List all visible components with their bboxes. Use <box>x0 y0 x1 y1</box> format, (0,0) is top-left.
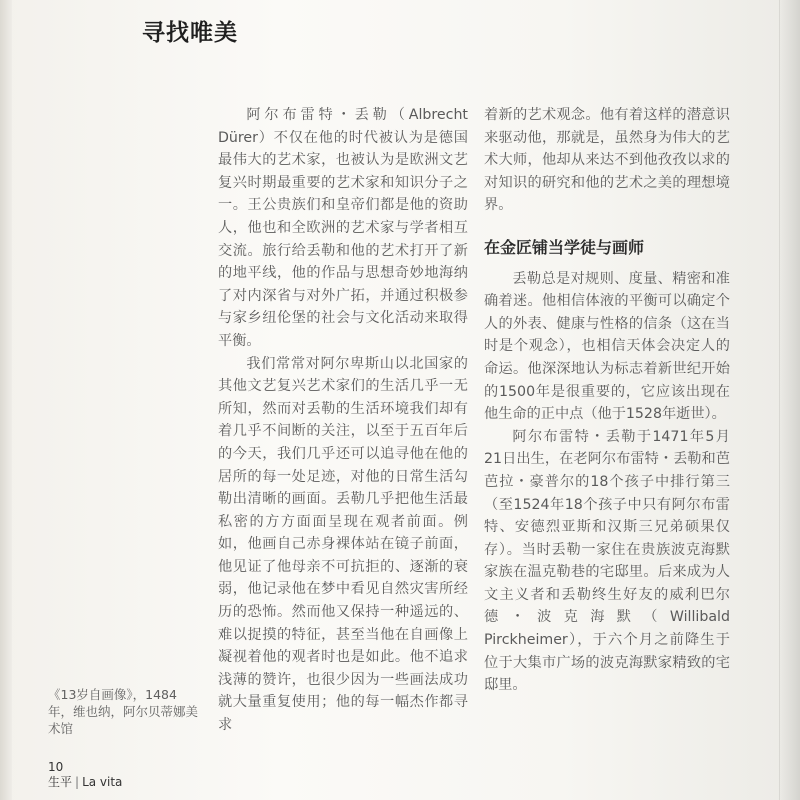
right-column <box>484 104 730 697</box>
page-number: 10 <box>48 760 64 774</box>
section-title: 寻找唯美 <box>142 20 238 46</box>
left-column <box>218 104 468 737</box>
subheading: 在金匠铺当学徒与画师 <box>484 237 645 257</box>
right-continuation-paragraph: 着新的艺术观念。他有着这样的潜意识来驱动他，那就是，虽然身为伟大的艺术大师，他却从来达不到他孜孜以求的对知识的研究和他的艺术之美的理想境界。 <box>484 107 730 214</box>
page-shadow <box>778 0 800 800</box>
left-paragraph-2: 我们常常对阿尔卑斯山以北国家的其他文艺复兴艺术家们的生活几乎一无所知，然而对丢勒的生活环境我们却有着几乎不间断的关注，以至于五百年后的今天，我们几乎还可以追寻他在他的居所的每一处足迹，对他的日常生活勾勒出清晰的画面。丢勒几乎把他生活最私密的方方面面呈现在观者前面。例如，他画自己赤身裸体站在镜子前面，他见证了他母亲不可抗拒的、逐渐的衰弱，他记录他在梦中看见自然灾害所经历的恐怖。然而他又保持一种遥远的、难以捉摸的特征，甚至当他在自画像上凝视着他的观者时也是如此。他不追求浅薄的赞许，也很少因为一些画法成功就大量重复使用；他的每一幅杰作都寻求 <box>218 355 468 734</box>
image-caption: 《13岁自画像》，1484年，维也纳，阿尔贝蒂娜美术馆 <box>48 687 199 736</box>
footer-section-latin: La vita <box>82 775 123 789</box>
binding-edge <box>0 0 12 800</box>
footer-section: 生平 <box>48 775 73 789</box>
footer-separator: | <box>75 775 80 789</box>
left-paragraph-1: 阿尔布雷特・丢勒（Albrecht Dürer）不仅在他的时代被认为是德国最伟大的艺术家，也被认为是欧洲文艺复兴时期最重要的艺术家和知识分子之一。王公贵族们和皇帝们都是他的资助人，他也和全欧洲的艺术家与学者相互交流。旅行给丢勒和他的艺术打开了新的地平线，他的作品与思想奇妙地海纳了对内深省与对外广拓，并通过积极参与家乡纽伦堡的社会与文化活动来取得平衡。 <box>218 107 468 349</box>
right-paragraph-2: 阿尔布雷特・丢勒于1471年5月21日出生，在老阿尔布雷特・丢勒和芭芭拉・豪普尔的18个孩子中排行第三（至1524年18个孩子中只有阿尔布雷特、安德烈亚斯和汉斯三兄弟硕果仅存）。当时丢勒一家住在贵族波克海默家族在温克勒巷的宅邸里。后来成为人文主义者和丢勒终生好友的威利巴尔德・波克海默（Willibald Pirckheimer），于六个月之前降生于位于大集市广场的波克海默家精致的宅邸里。 <box>484 428 730 694</box>
page-footer <box>48 760 122 790</box>
right-paragraph-1: 丢勒总是对规则、度量、精密和准确着迷。他相信体液的平衡可以确定个人的外表、健康与性格的信条（这在当时是个观念），也相信天体会决定人的命运。他深深地认为标志着新世纪开始的1500年是很重要的，它应该出现在他生命的正中点（他于1528年逝世）。 <box>484 270 730 423</box>
